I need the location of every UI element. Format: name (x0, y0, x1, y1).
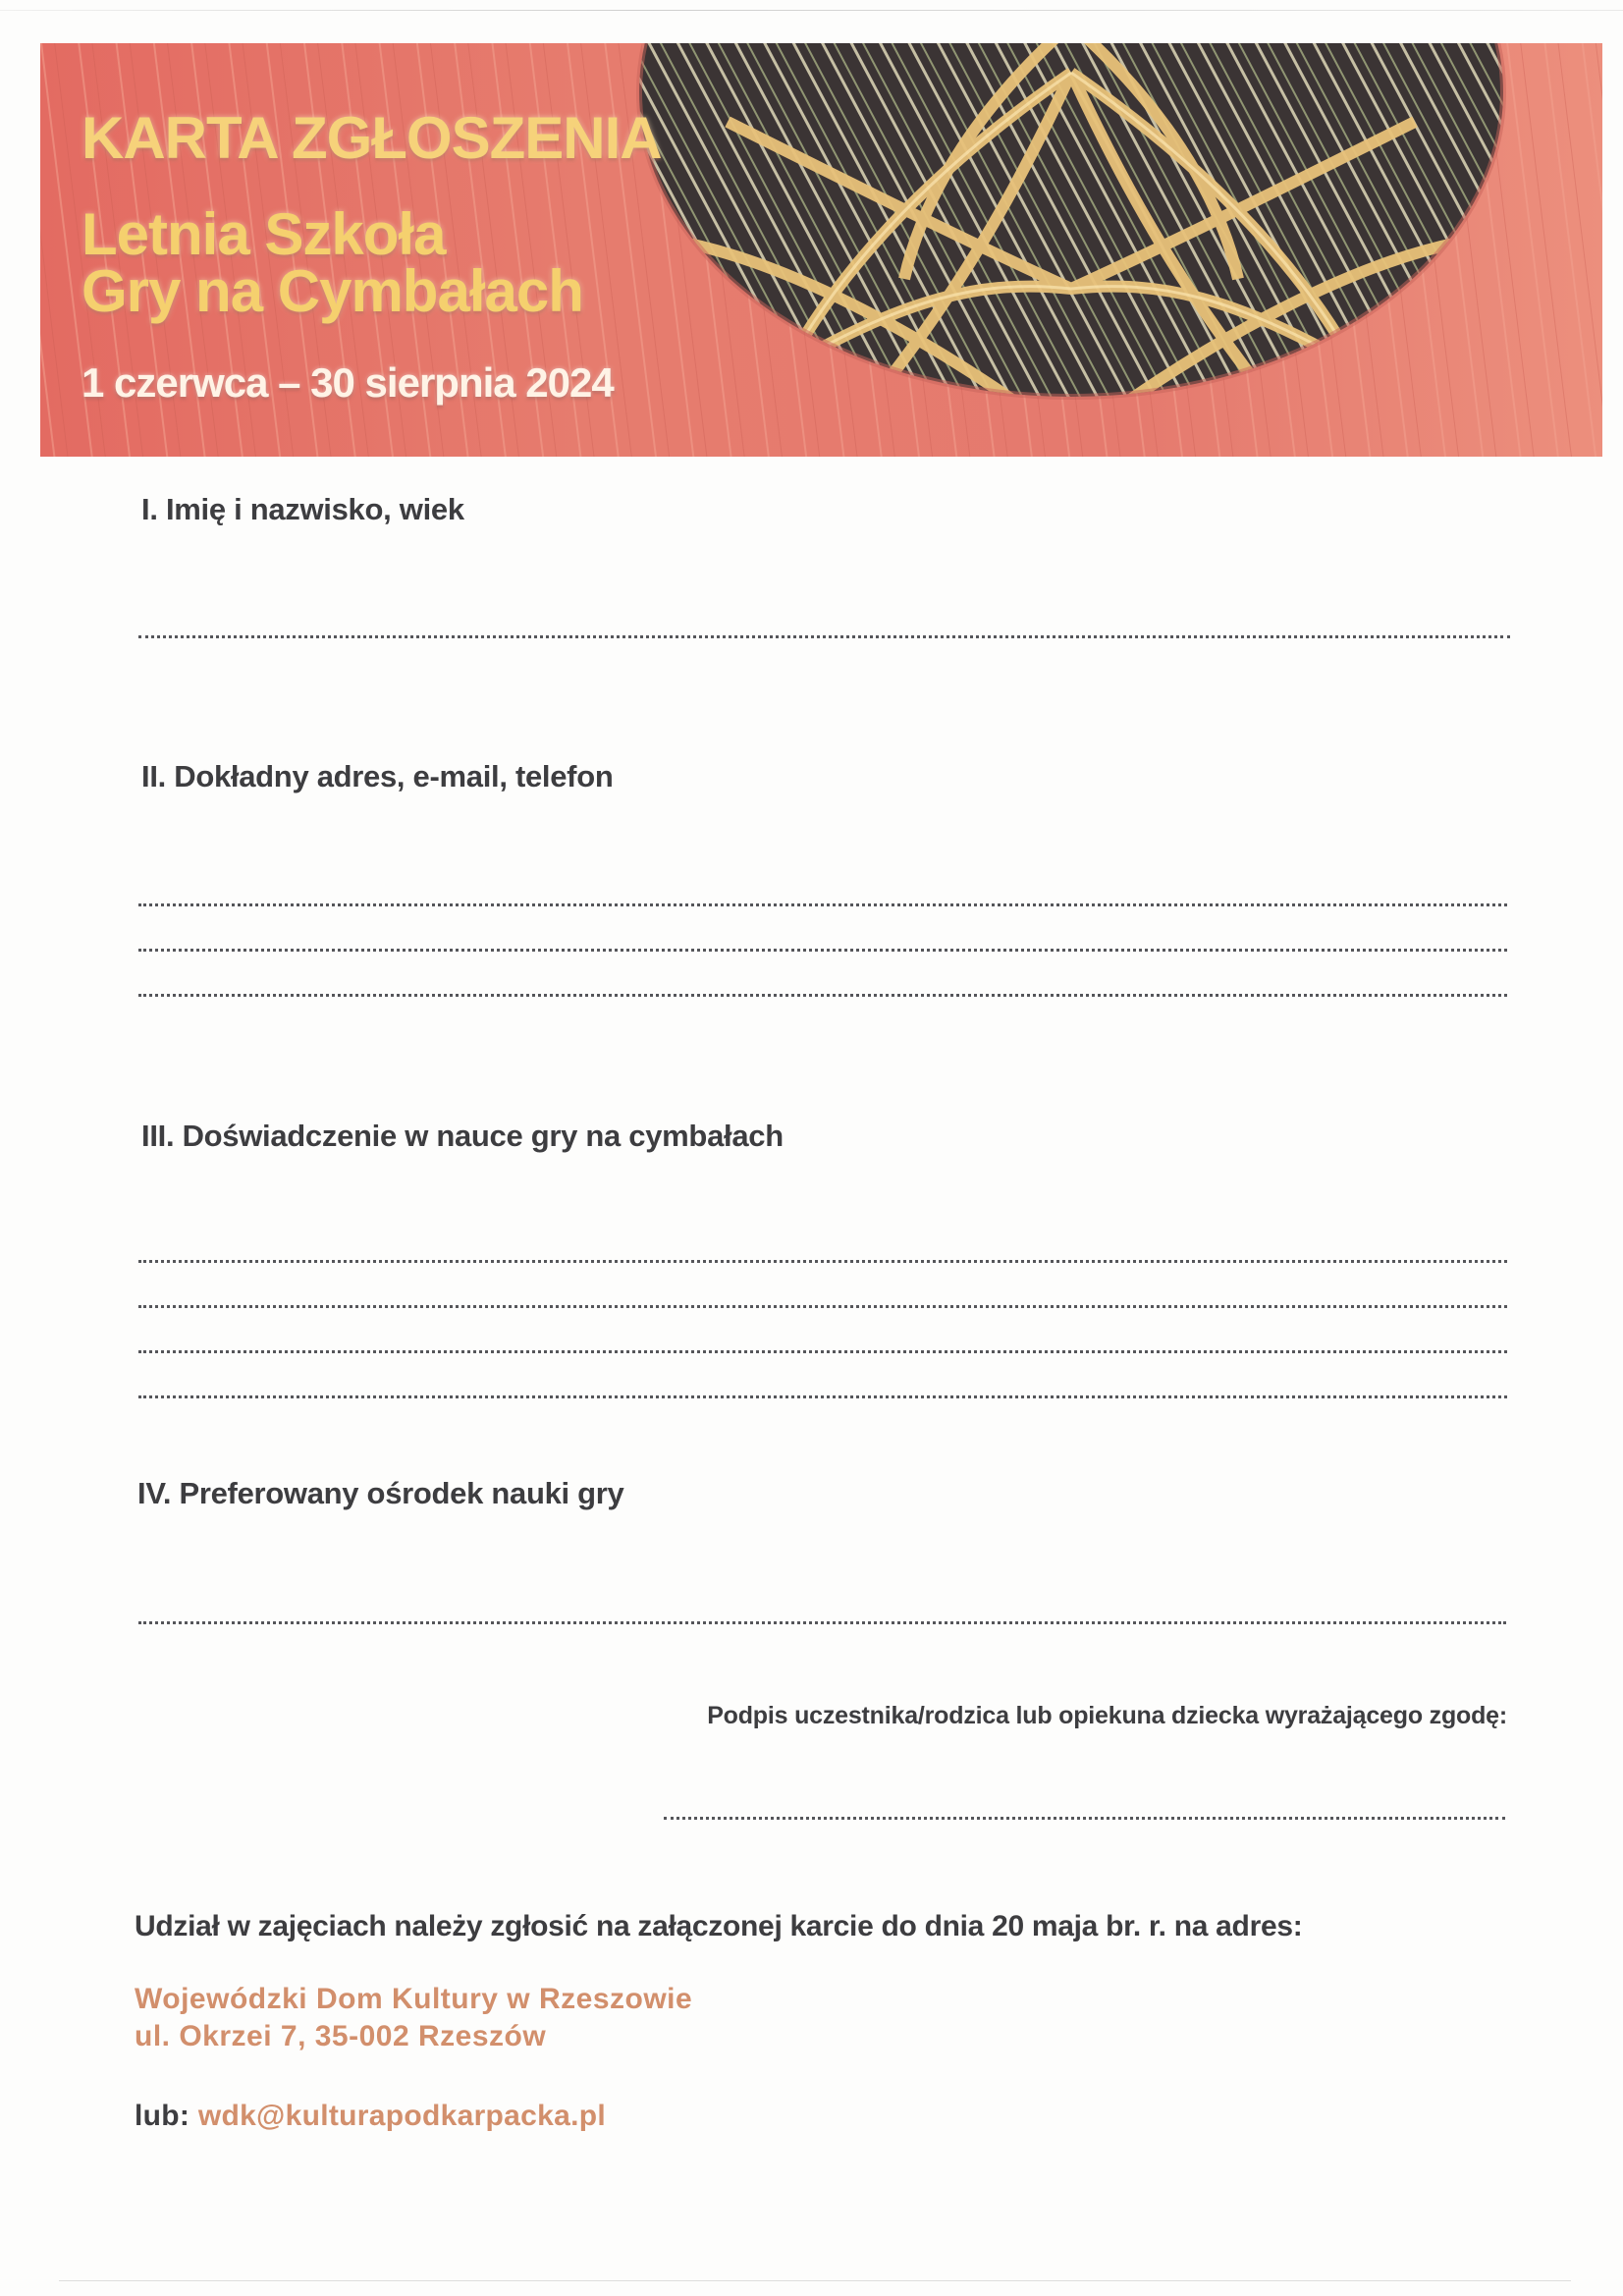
event-name-line-2: Gry na Cymbałach (81, 258, 583, 324)
preferred-center-field[interactable] (138, 1621, 1506, 1624)
signature-label: Podpis uczestnika/rodzica lub opiekuna dziecka wyrażającego zgodę: (707, 1702, 1507, 1729)
name-age-field[interactable] (138, 635, 1510, 638)
section-heading-name-age: I. Imię i nazwisko, wiek (141, 492, 464, 526)
address-field-line-2[interactable] (138, 949, 1507, 952)
page-edge-top (0, 10, 1623, 11)
experience-field-line-3[interactable] (138, 1350, 1507, 1353)
header-banner (40, 43, 1602, 457)
page-edge-bottom (59, 2280, 1571, 2281)
signature-field[interactable] (664, 1817, 1505, 1820)
section-heading-address-contact: II. Dokładny adres, e-mail, telefon (141, 759, 614, 793)
event-name-line-1: Letnia Szkoła (81, 201, 446, 267)
experience-field-line-1[interactable] (138, 1260, 1507, 1263)
address-field-line-3[interactable] (138, 994, 1507, 997)
contact-email[interactable]: wdk@kulturapodkarpacka.pl (197, 2100, 607, 2132)
event-name (81, 201, 583, 324)
submission-notice: Udział w zajęciach należy zgłosić na załączonej karcie do dnia 20 maja br. r. na adres: (135, 1910, 1303, 1942)
section-heading-experience: III. Doświadczenie w nauce gry na cymbałach (141, 1119, 784, 1153)
experience-field-line-4[interactable] (138, 1395, 1507, 1398)
organizer-name: Wojewódzki Dom Kultury w Rzeszowie (135, 1983, 693, 2015)
form-title: KARTA ZGŁOSZENIA (81, 105, 662, 171)
organizer-street: ul. Okrzei 7, 35-002 Rzeszów (135, 2020, 547, 2052)
address-field-line-1[interactable] (138, 903, 1507, 906)
organizer-address (135, 1981, 692, 2055)
section-heading-preferred-center: IV. Preferowany ośrodek nauki gry (137, 1476, 624, 1510)
experience-field-line-2[interactable] (138, 1305, 1507, 1308)
alt-contact-prefix: lub: (135, 2100, 198, 2132)
event-dates: 1 czerwca – 30 sierpnia 2024 (81, 359, 614, 406)
alt-contact (135, 2100, 606, 2133)
